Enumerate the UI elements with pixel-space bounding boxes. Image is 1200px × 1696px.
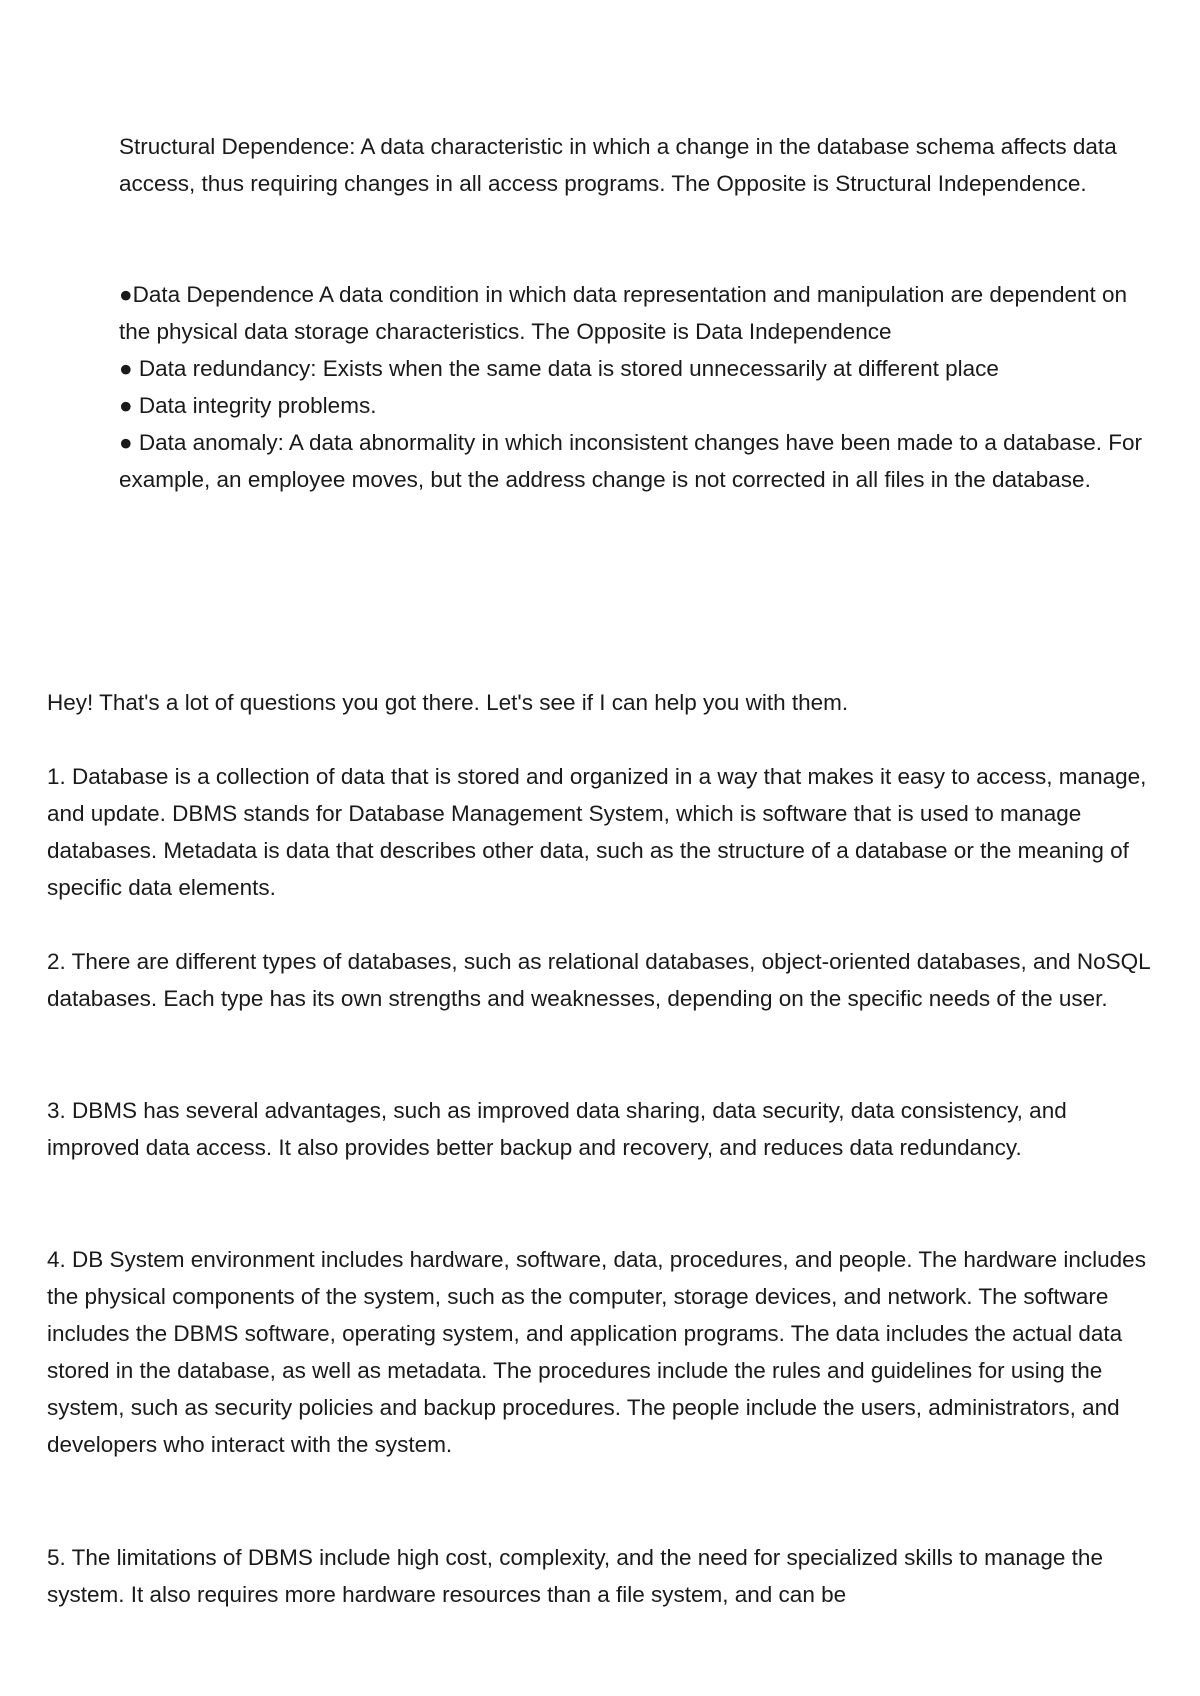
- structural-dependence-paragraph: Structural Dependence: A data characteristic in which a change in the database schema affects data access, thus requiring changes in all access programs. The Opposite is Structural Independence.: [119, 134, 1117, 196]
- bullet-data-anomaly: ● Data anomaly: A data abnormality in which inconsistent changes have been made to a database. For example, an employee moves, but the address change is not corrected in all files in the database.: [119, 430, 1142, 492]
- bullet-data-integrity: ● Data integrity problems.: [119, 393, 377, 418]
- answer-item-2: 2. There are different types of databases, such as relational databases, object-oriented databases, and NoSQL databases. Each type has its own strengths and weaknesses, depending on the specific needs of the user.: [47, 949, 1150, 1011]
- bullet-data-redundancy: ● Data redundancy: Exists when the same data is stored unnecessarily at different place: [119, 356, 999, 381]
- bullet-data-dependence: ●Data Dependence A data condition in which data representation and manipulation are dependent on the physical data storage characteristics. The Opposite is Data Independence: [119, 282, 1128, 344]
- dependence-bullet-list: [119, 276, 1159, 498]
- answer-intro: Hey! That's a lot of questions you got there. Let's see if I can help you with them.: [47, 690, 849, 715]
- answer-item-3: 3. DBMS has several advantages, such as improved data sharing, data security, data consistency, and improved data access. It also provides better backup and recovery, and reduces data redundancy.: [47, 1098, 1067, 1160]
- answer-item-1: 1. Database is a collection of data that is stored and organized in a way that makes it easy to access, manage, and update. DBMS stands for Database Management System, which is software that is used to manage databases. Metadata is data that describes other data, such as the structure of a database or the meaning of specific data elements.: [47, 764, 1147, 900]
- answer-item-5: 5. The limitations of DBMS include high cost, complexity, and the need for specialized skills to manage the system. It also requires more hardware resources than a file system, and can be: [47, 1545, 1103, 1607]
- answer-item-4: 4. DB System environment includes hardware, software, data, procedures, and people. The hardware includes the physical components of the system, such as the computer, storage devices, and network. The software includes the DBMS software, operating system, and application programs. The data includes the actual data stored in the database, as well as metadata. The procedures include the rules and guidelines for using the system, such as security policies and backup procedures. The people include the users, administrators, and developers who interact with the system.: [47, 1247, 1146, 1457]
